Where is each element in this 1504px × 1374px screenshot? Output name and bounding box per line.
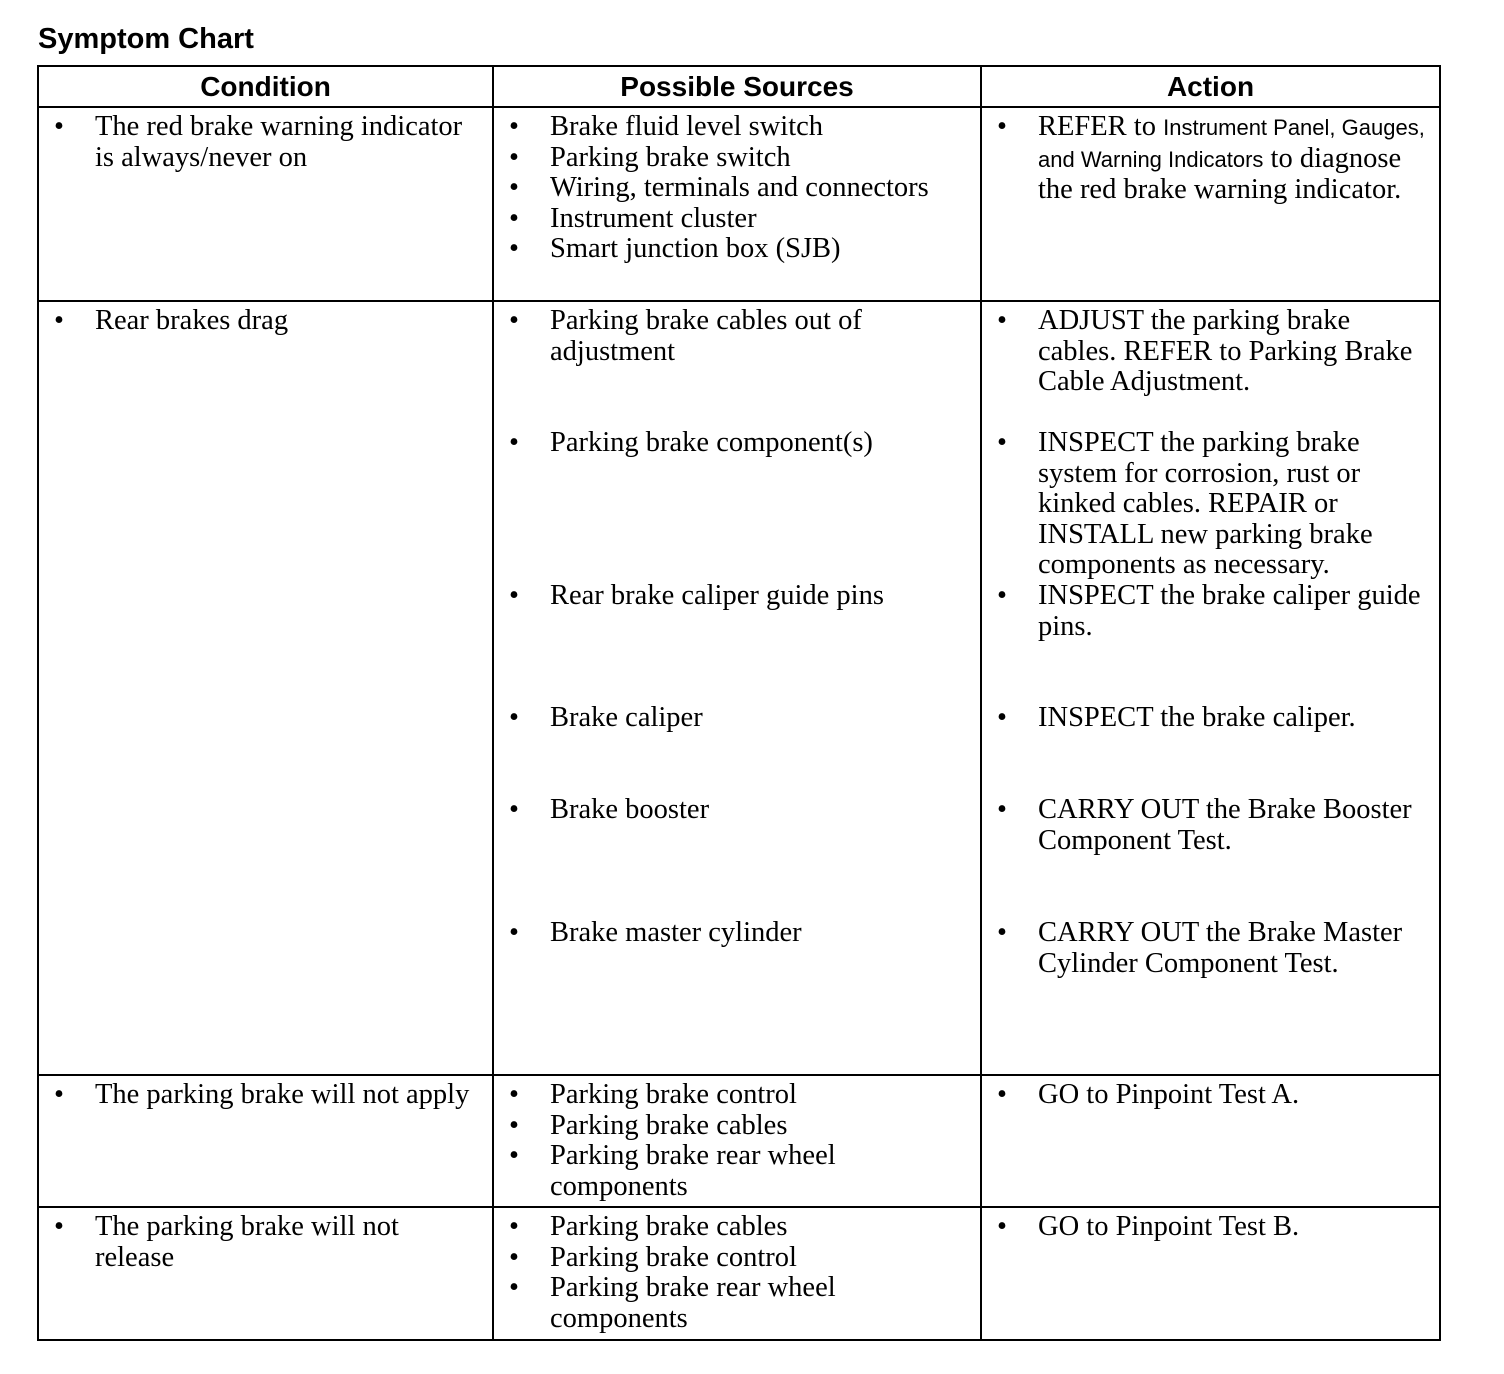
table-row bbox=[38, 1207, 1440, 1340]
source-item: • Parking brake cables out of adjustment bbox=[494, 306, 980, 428]
header-condition: Condition bbox=[38, 66, 493, 107]
action-cell bbox=[981, 301, 1440, 1075]
action-item: • CARRY OUT the Brake Master Cylinder Component Test. bbox=[982, 918, 1439, 979]
table-header-row bbox=[38, 66, 1440, 107]
condition-item: • Rear brakes drag bbox=[39, 306, 492, 337]
source-item: • Parking brake rear wheel components bbox=[494, 1273, 980, 1334]
sources-cell bbox=[493, 301, 981, 1075]
header-possible-sources: Possible Sources bbox=[493, 66, 981, 107]
action-reference: Instrument Panel, Gauges, and Warning Indicators bbox=[1038, 115, 1425, 172]
header-action: Action bbox=[981, 66, 1440, 107]
condition-item: • The red brake warning indicator is always/never on bbox=[39, 112, 492, 173]
action-item bbox=[982, 112, 1439, 206]
source-item: • Parking brake cables bbox=[494, 1111, 980, 1142]
source-item: • Brake caliper bbox=[494, 703, 980, 795]
condition-item: • The parking brake will not release bbox=[39, 1212, 492, 1273]
source-item: • Instrument cluster bbox=[494, 204, 980, 235]
symptom-table bbox=[37, 65, 1441, 1341]
source-item: • Brake booster bbox=[494, 795, 980, 918]
action-cell bbox=[981, 1075, 1440, 1207]
sources-cell bbox=[493, 1207, 981, 1340]
action-item: • GO to Pinpoint Test B. bbox=[982, 1212, 1439, 1243]
source-item: • Rear brake caliper guide pins bbox=[494, 581, 980, 703]
condition-cell bbox=[38, 301, 493, 1075]
sources-cell bbox=[493, 1075, 981, 1207]
source-item: • Parking brake control bbox=[494, 1080, 980, 1111]
action-cell bbox=[981, 107, 1440, 301]
source-item: • Parking brake switch bbox=[494, 143, 980, 174]
action-item: • ADJUST the parking brake cables. REFER to Parking Brake Cable Adjustment. bbox=[982, 306, 1439, 428]
action-cell bbox=[981, 1207, 1440, 1340]
table-row bbox=[38, 301, 1440, 1075]
source-item: • Wiring, terminals and connectors bbox=[494, 173, 980, 204]
sources-cell bbox=[493, 107, 981, 301]
condition-cell bbox=[38, 1075, 493, 1207]
source-item: • Parking brake component(s) bbox=[494, 428, 980, 581]
action-item: • INSPECT the brake caliper guide pins. bbox=[982, 581, 1439, 703]
condition-cell bbox=[38, 107, 493, 301]
source-item: • Brake fluid level switch bbox=[494, 112, 980, 143]
action-item: • GO to Pinpoint Test A. bbox=[982, 1080, 1439, 1111]
action-prefix: REFER to bbox=[1038, 111, 1156, 142]
source-item: • Brake master cylinder bbox=[494, 918, 980, 949]
source-item: • Parking brake rear wheel components bbox=[494, 1141, 980, 1202]
source-item: • Smart junction box (SJB) bbox=[494, 234, 980, 265]
table-row bbox=[38, 107, 1440, 301]
action-suffix: to diagnose the red brake warning indicator. bbox=[1038, 142, 1402, 206]
table-row bbox=[38, 1075, 1440, 1207]
condition-cell bbox=[38, 1207, 493, 1340]
action-item: • INSPECT the brake caliper. bbox=[982, 703, 1439, 795]
condition-item: • The parking brake will not apply bbox=[39, 1080, 492, 1111]
source-item: • Parking brake control bbox=[494, 1243, 980, 1274]
action-item: • CARRY OUT the Brake Booster Component Test. bbox=[982, 795, 1439, 918]
source-item: • Parking brake cables bbox=[494, 1212, 980, 1243]
page-title: Symptom Chart bbox=[38, 23, 254, 55]
action-item: • INSPECT the parking brake system for corrosion, rust or kinked cables. REPAIR or INSTALL new parking brake components as necessary. bbox=[982, 428, 1439, 581]
